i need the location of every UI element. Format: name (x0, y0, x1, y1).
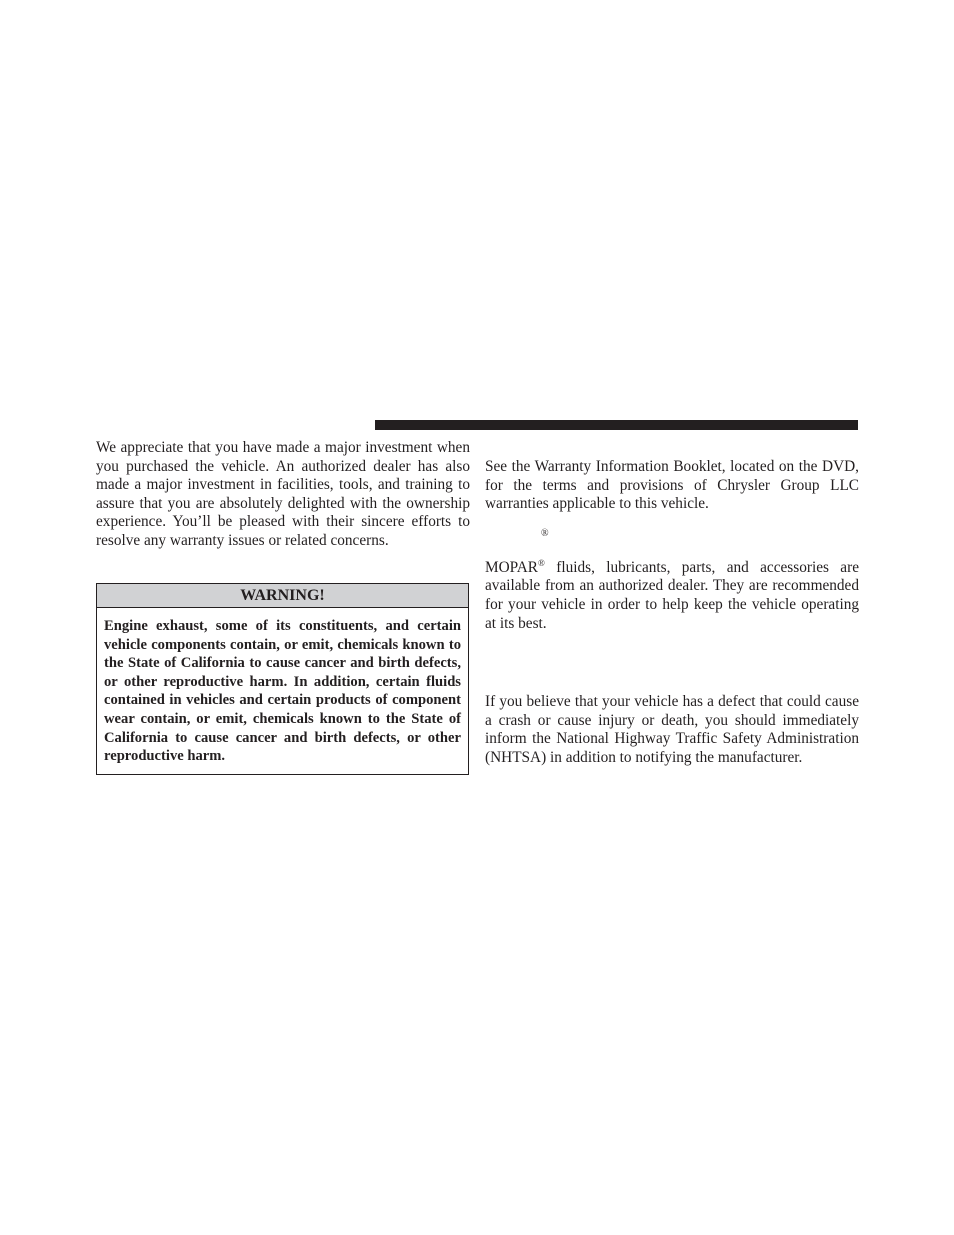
warning-title: WARNING! (97, 584, 468, 608)
defect-paragraph: If you believe that your vehicle has a defect that could cause a crash or cause injury or death, you should immediately inform the National Highway Traffic Safety Administration (NHTSA) in addition to notifying the manufacturer. (485, 693, 859, 766)
section-header-bar (375, 420, 858, 430)
intro-paragraph: We appreciate that you have made a major investment when you purchased the vehicle. An authorized dealer has also made a major investment in facilities, tools, and training to assure that you are absolutely delighted with the ownership experience. You’ll be pleased with their sincere efforts to resolve any warranty issues or related concerns. (96, 439, 470, 549)
mopar-registered-mark: ® (538, 557, 545, 568)
heading-registered-mark: ® (541, 528, 549, 539)
right-column (485, 458, 859, 768)
mopar-paragraph-text: fluids, lubricants, parts, and accessories are available from an authorized dealer. They are recommended for your vehicle in order to help keep the vehicle operating at its best. (485, 558, 859, 632)
mopar-paragraph (485, 559, 859, 633)
left-column (96, 439, 470, 551)
mopar-brand: MOPAR (485, 558, 539, 576)
warning-box (96, 583, 469, 775)
warranty-paragraph: See the Warranty Information Booklet, located on the DVD, for the terms and provisions of Chrysler Group LLC warranties applicable to this vehicle. (485, 458, 859, 513)
warning-body: Engine exhaust, some of its constituents, and certain vehicle components contain, or emit, chemicals known to the State of California to cause cancer and birth defects, or other reproductive harm. In addition, certain fluids contained in vehicles and certain products of component wear contain, or emit, chemicals known to the State of California to cause cancer and birth defects, or other reproductive harm. (104, 618, 461, 765)
